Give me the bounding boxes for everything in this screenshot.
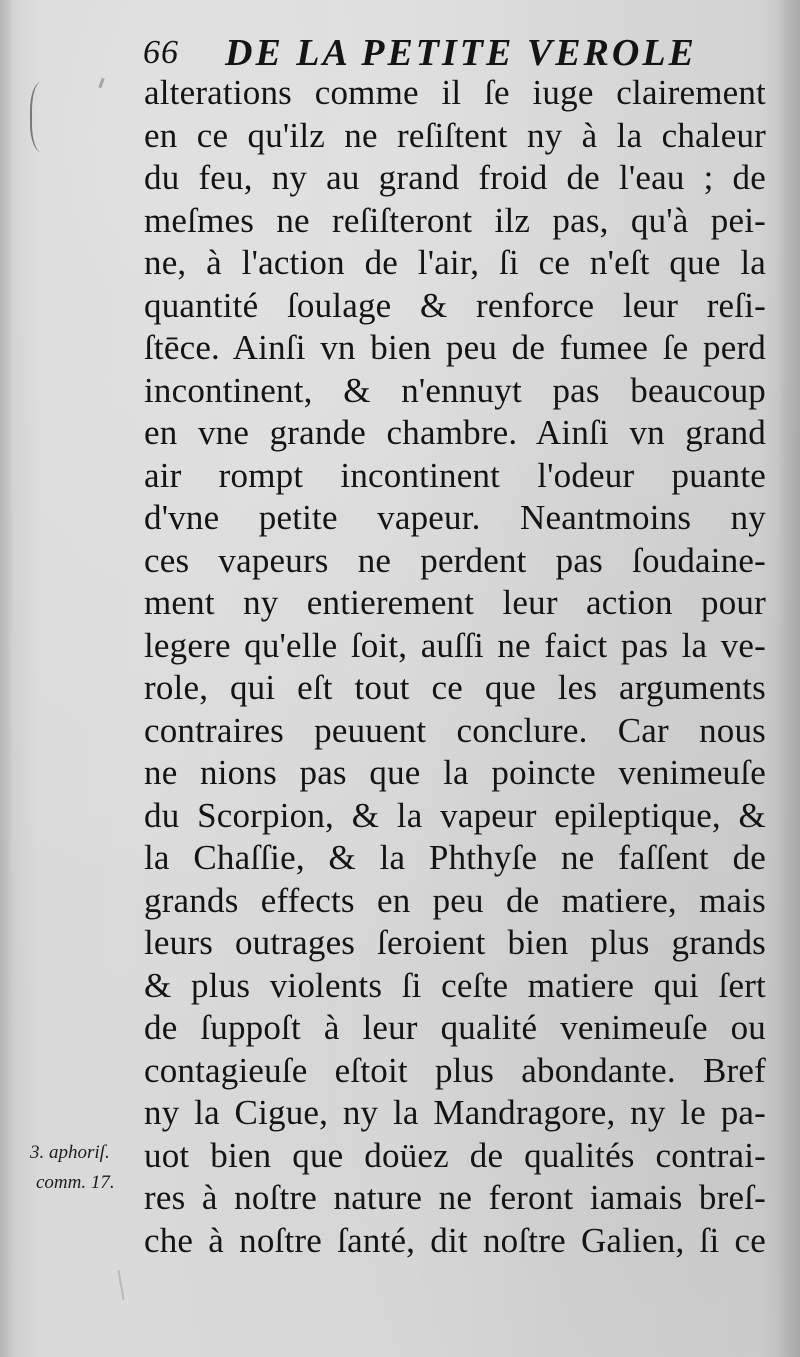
running-title: DE LA PETITE VEROLE	[225, 32, 697, 74]
text-line: ces vapeurs ne perdent pas ſoudaine-	[144, 540, 766, 580]
text-line: leurs outrages ſeroient bien plus grands	[144, 923, 766, 962]
margin-note-reference: comm. 17.	[36, 1172, 115, 1193]
margin-note-reference: 3. aphoriſ.	[30, 1142, 110, 1163]
text-line: ment ny entierement leur action pour	[144, 583, 766, 622]
text-line: en vne grande chambre. Ainſi vn grand	[144, 413, 766, 452]
text-line: la Chaſſie, & la Phthyſe ne faſſent de	[144, 838, 766, 877]
text-line: du Scorpion, & la vapeur epileptique, &	[144, 795, 766, 835]
body-text	[144, 72, 766, 1262]
text-line: air rompt incontinent l'odeur puante	[144, 455, 766, 495]
page-left-shadow	[0, 0, 14, 1357]
text-line: ne, à l'action de l'air, ſi ce n'eſt que la	[144, 243, 766, 282]
text-line: res à noſtre nature ne feront iamais breſ-	[144, 1178, 766, 1217]
text-line: ne nions pas que la poincte venimeuſe	[144, 753, 766, 792]
text-line: contraires peuuent conclure. Car nous	[144, 710, 766, 750]
text-line: meſmes ne reſiſteront ilz pas, qu'à pei-	[144, 200, 766, 240]
text-line: role, qui eſt tout ce que les arguments	[144, 668, 766, 707]
text-line: legere qu'elle ſoit, auſſi ne faict pas la ve-	[144, 625, 766, 665]
running-head	[143, 28, 763, 78]
text-line: uot bien que doüez de qualités contrai-	[144, 1135, 766, 1175]
text-line: che à noſtre ſanté, dit noſtre Galien, ſi ce	[144, 1220, 766, 1260]
text-line: incontinent, & n'ennuyt pas beaucoup	[144, 370, 766, 410]
text-line: contagieuſe eſtoit plus abondante. Bref	[144, 1050, 766, 1090]
page-right-shadow	[778, 0, 800, 1357]
text-line: alterations comme il ſe iuge clairement	[144, 73, 766, 112]
text-line: d'vne petite vapeur. Neantmoins ny	[144, 498, 766, 537]
paper-speck	[98, 78, 104, 88]
text-line: de ſuppoſt à leur qualité venimeuſe ou	[144, 1008, 766, 1047]
text-line: ſtēce. Ainſi vn bien peu de fumee ſe perd	[144, 328, 766, 367]
paper-speck	[117, 1270, 124, 1300]
page-number: 66	[143, 34, 179, 71]
pencil-mark	[30, 82, 58, 152]
text-line: du feu, ny au grand froid de l'eau ; de	[144, 158, 766, 197]
text-line: grands effects en peu de matiere, mais	[144, 880, 766, 920]
text-line: & plus violents ſi ceſte matiere qui ſert	[144, 965, 766, 1005]
text-line: quantité ſoulage & renforce leur reſi-	[144, 285, 766, 325]
text-line: ny la Cigue, ny la Mandragore, ny le pa-	[144, 1093, 766, 1132]
text-line: en ce qu'ilz ne reſiſtent ny à la chaleur	[144, 115, 766, 155]
